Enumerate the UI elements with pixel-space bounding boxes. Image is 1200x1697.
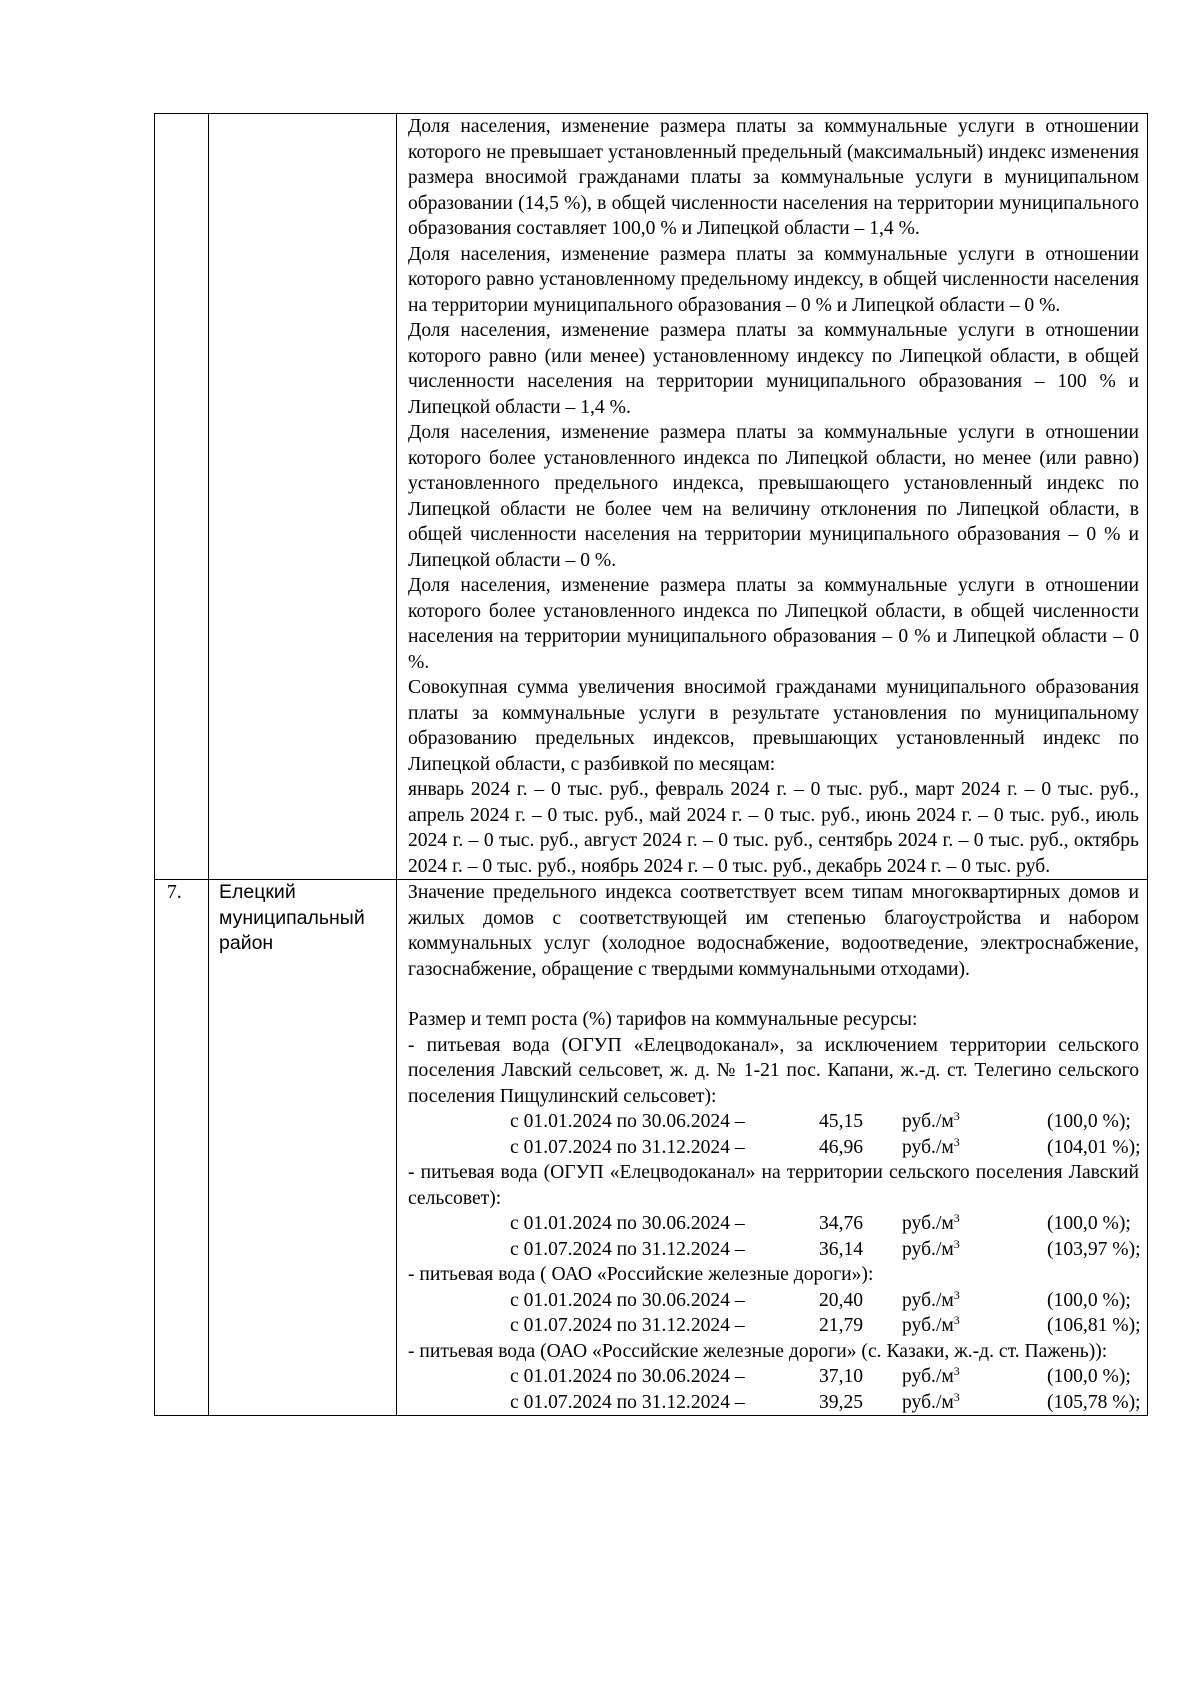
- tariff-unit-superscript: 3: [953, 1109, 960, 1123]
- municipality-name: Елецкий муниципальный район: [219, 881, 365, 954]
- tariff-growth-percent: (100,0 %);: [1047, 1366, 1131, 1387]
- tariff-unit-superscript: 3: [953, 1313, 960, 1327]
- table-row-7: [155, 880, 1148, 1416]
- tariff-value: 45,15: [819, 1111, 864, 1132]
- tariff-period: с 01.07.2024 по 31.12.2024 –: [510, 1238, 745, 1260]
- tariff-unit-text: руб./м: [902, 1289, 954, 1311]
- tariff-period: с 01.07.2024 по 31.12.2024 –: [510, 1136, 745, 1158]
- tariff-rate-row: [408, 1211, 1139, 1237]
- tariff-unit-text: руб./м: [902, 1366, 954, 1387]
- tariff-rate-row: [408, 1237, 1139, 1263]
- paragraph-limit-index-applicability: Значение предельного индекса соответствует всем типам многоквартирных домов и жилых домов с соответствующей им степенью благоустройства и набором коммунальных услуг (холодное водоснабжение, водоотведение, электроснабжение, газоснабжение, обращение с твердыми коммунальными отходами).: [408, 882, 1139, 980]
- tariff-growth-percent: (103,97 %);: [1047, 1238, 1141, 1260]
- tariff-value: 34,76: [819, 1213, 864, 1234]
- tariff-rate-row: [408, 1390, 1139, 1416]
- tariff-unit-superscript: 3: [953, 1236, 960, 1251]
- municipality-name-cell: [209, 880, 397, 1416]
- tariff-unit-superscript: 3: [953, 1389, 960, 1404]
- tariff-rate-row: [408, 1313, 1139, 1339]
- tariff-rate-row: [408, 1109, 1139, 1135]
- tariff-unit-text: руб./м: [902, 1315, 954, 1336]
- tariff-period: с 01.07.2024 по 31.12.2024 –: [510, 1315, 745, 1336]
- tariffs-heading: Размер и темп роста (%) тарифов на коммунальные ресурсы:: [408, 1009, 918, 1030]
- tariff-unit-superscript: 3: [953, 1211, 960, 1225]
- paragraph-total-increase: Совокупная сумма увеличения вносимой гражданами муниципального образования платы за коммунальные услуги в результате установления по муниципальному образованию предельных индексов, превышающих установленный индекс по Липецкой области, с разбивкой по месяцам:: [408, 677, 1139, 775]
- tariff-growth-percent: (104,01 %);: [1047, 1136, 1141, 1158]
- tariff-growth-percent: (100,0 %);: [1047, 1111, 1131, 1132]
- tariff-value: 20,40: [819, 1289, 864, 1311]
- paragraph-share-between-indices: Доля населения, изменение размера платы за коммунальные услуги в отношении которого более установленного индекса по Липецкой области, но менее (или равно) установленного предельного индекса, превышающего установленный индекс по Липецкой области не более чем на величину отклонения по Липецкой области, в общей численности населения на территории муниципального образования – 0 % и Липецкой области – 0 %.: [408, 422, 1139, 571]
- tariff-period: с 01.01.2024 по 30.06.2024 –: [510, 1366, 745, 1387]
- paragraph-share-equal-limit: Доля населения, изменение размера платы за коммунальные услуги в отношении которого равно установленному предельному индексу, в общей численности населения на территории муниципального образования – 0 % и Липецкой области – 0 %.: [408, 243, 1139, 316]
- tariff-table: [154, 113, 1148, 1416]
- tariff-rate-row: [408, 1288, 1139, 1314]
- description-cell-row7: [397, 880, 1148, 1416]
- tariff-unit: [902, 1211, 960, 1237]
- tariff-rate-row: [408, 1364, 1139, 1390]
- tariff-unit-text: руб./м: [902, 1111, 954, 1132]
- tariff-unit-text: руб./м: [902, 1238, 954, 1260]
- tariff-period: с 01.07.2024 по 31.12.2024 –: [510, 1391, 745, 1413]
- row-number: 7.: [155, 880, 209, 1416]
- tariff-unit-superscript: 3: [953, 1364, 960, 1378]
- tariff-value: 21,79: [819, 1315, 864, 1336]
- tariff-growth-percent: (105,78 %);: [1047, 1391, 1141, 1413]
- tariff-value: 46,96: [819, 1136, 864, 1158]
- tariff-unit-text: руб./м: [902, 1213, 954, 1234]
- tariff-growth-percent: (100,0 %);: [1047, 1289, 1131, 1311]
- tariff-value: 36,14: [819, 1238, 864, 1260]
- row-number-cell-empty: [155, 114, 209, 880]
- tariff-unit: [902, 1313, 960, 1339]
- tariff-unit-text: руб./м: [902, 1136, 954, 1158]
- tariff-unit: [902, 1135, 960, 1161]
- tariff-rate-row: [408, 1135, 1139, 1161]
- tariff-unit-text: руб./м: [902, 1391, 954, 1413]
- paragraph-share-not-exceeding: Доля населения, изменение размера платы за коммунальные услуги в отношении которого не превышает установленный предельный (максимальный) индекс изменения размера вносимой гражданами платы за коммунальные услуги в муниципальном образовании (14,5 %), в общей численности населения на территории муниципального образования составляет 100,0 % и Липецкой области – 1,4 %.: [408, 116, 1139, 239]
- tariff-value: 37,10: [819, 1366, 864, 1387]
- tariff-unit: [902, 1237, 960, 1263]
- tariff-period: с 01.01.2024 по 30.06.2024 –: [510, 1213, 745, 1234]
- tariff-groups: [408, 1033, 1139, 1416]
- paragraph-monthly-breakdown: январь 2024 г. – 0 тыс. руб., февраль 2024 г. – 0 тыс. руб., март 2024 г. – 0 тыс. руб., апрель 2024 г. – 0 тыс. руб., май 2024 г. – 0 тыс. руб., июнь 2024 г. – 0 тыс. руб., июль 2024 г. – 0 тыс. руб., август 2024 г. – 0 тыс. руб., сентябрь 2024 г. – 0 тыс. руб., октябрь 2024 г. – 0 тыс. руб., ноябрь 2024 г. – 0 тыс. руб., декабрь 2024 г. – 0 тыс. руб.: [408, 779, 1139, 877]
- tariff-group-title: - питьевая вода ( ОАО «Российские железные дороги»):: [408, 1264, 874, 1285]
- paragraph-share-above-regional: Доля населения, изменение размера платы за коммунальные услуги в отношении которого более установленного индекса по Липецкой области, в общей численности населения на территории муниципального образования – 0 % и Липецкой области – 0 %.: [408, 575, 1139, 673]
- spacer: [408, 982, 1139, 1007]
- description-cell: [397, 114, 1148, 880]
- tariff-unit: [902, 1390, 960, 1416]
- tariff-period: с 01.01.2024 по 30.06.2024 –: [510, 1111, 745, 1132]
- municipality-cell-empty: [209, 114, 397, 880]
- tariff-unit: [902, 1364, 960, 1390]
- paragraph-share-equal-or-less-regional: Доля населения, изменение размера платы за коммунальные услуги в отношении которого равно (или менее) установленному индексу по Липецкой области, в общей численности населения на территории муниципального образования – 100 % и Липецкой области – 1,4 %.: [408, 320, 1139, 418]
- tariff-unit-superscript: 3: [953, 1287, 960, 1302]
- tariff-value: 39,25: [819, 1391, 864, 1413]
- tariff-growth-percent: (100,0 %);: [1047, 1213, 1131, 1234]
- tariff-unit: [902, 1288, 960, 1314]
- table-row-continued: [155, 114, 1148, 880]
- tariff-growth-percent: (106,81 %);: [1047, 1315, 1141, 1336]
- tariff-group-title: - питьевая вода (ОГУП «Елецводоканал» на территории сельского поселения Лавский сельсовет):: [408, 1162, 1139, 1209]
- tariff-group-title: - питьевая вода (ОГУП «Елецводоканал», за исключением территории сельского поселения Лавский сельсовет, ж. д. № 1-21 пос. Капани, ж.-д. ст. Телегино сельского поселения Пищулинский сельсовет):: [408, 1034, 1139, 1107]
- tariff-unit: [902, 1109, 960, 1135]
- tariff-unit-superscript: 3: [953, 1134, 960, 1149]
- tariff-group-title: - питьевая вода (ОАО «Российские железные дороги» (с. Казаки, ж.-д. ст. Пажень)):: [408, 1340, 1108, 1362]
- tariff-period: с 01.01.2024 по 30.06.2024 –: [510, 1289, 745, 1311]
